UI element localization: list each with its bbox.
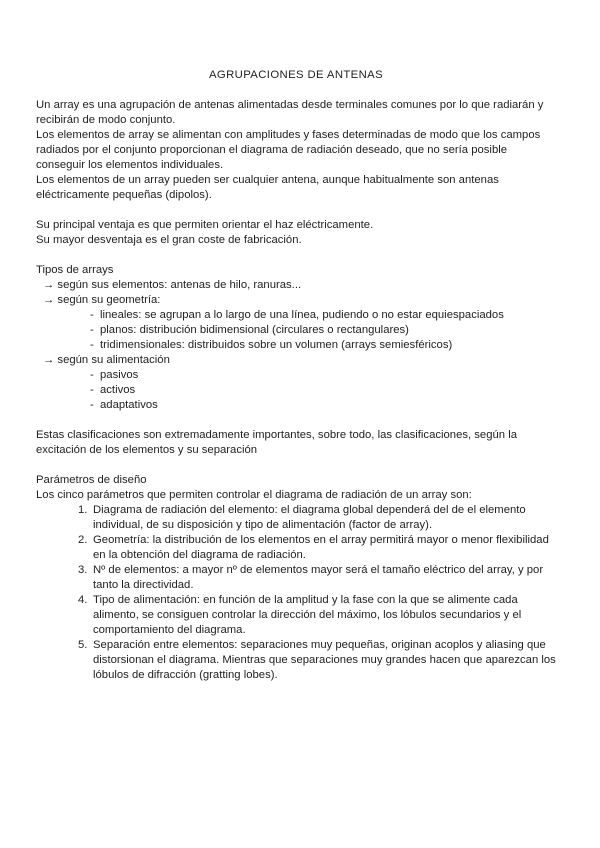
list-item: - lineales: se agrupan a lo largo de una línea, pudiendo o no estar equiespaciados <box>90 309 504 321</box>
spacer <box>36 248 556 263</box>
geometria-list <box>36 308 556 353</box>
desventaja-text: Su mayor desventaja es el gran coste de fabricación. <box>36 234 302 246</box>
document-page <box>36 68 556 683</box>
list-item: 3. Nº de elementos: a mayor nº de elementos mayor será el tamaño eléctrico del array, y por tanto la directividad. <box>78 564 544 591</box>
ventaja-text: Su principal ventaja es que permiten orientar el haz eléctricamente. <box>36 219 374 231</box>
tipos-heading: Tipos de arrays <box>36 264 114 276</box>
list-item: - pasivos <box>90 369 139 381</box>
page-title: AGRUPACIONES DE ANTENAS <box>208 69 384 81</box>
spacer <box>36 203 556 218</box>
tipos-geometria-label: → según su geometría: <box>43 294 161 306</box>
intro-paragraph-2: Los elementos de array se alimentan con amplitudes y fases determinadas de modo que los campos radiados por el conjunto proporcionan el diagrama de radiación deseado, que no sería posible conseguir los elementos individuales. <box>36 129 541 171</box>
tipos-elementos: → según sus elementos: antenas de hilo, ranuras... <box>43 279 302 291</box>
list-item: 5. Separación entre elementos: separaciones muy pequeñas, originan acoplos y aliasing que distorsionan el diagrama. Mientras que separaciones muy grandes hacen que aparezcan los lóbulos de difracción (gratting lobes). <box>78 639 556 681</box>
clasificaciones-text: Estas clasificaciones son extremadamente importantes, sobre todo, las clasificaciones, según la excitación de los elementos y su separación <box>36 429 517 456</box>
parametros-list <box>36 503 556 683</box>
tipos-alimentacion-label: → según su alimentación <box>43 354 170 366</box>
intro-paragraph-1: Un array es una agrupación de antenas alimentadas desde terminales comunes por lo que radiarán y recibirán de modo conjunto. <box>36 99 544 126</box>
list-item: - adaptativos <box>90 399 158 411</box>
spacer <box>36 413 556 428</box>
list-item: 1. Diagrama de radiación del elemento: el diagrama global dependerá del de el elemento individual, de su disposición y tipo de alimentación (factor de array). <box>78 504 526 531</box>
alimentacion-list <box>36 368 556 413</box>
list-item: - planos: distribución bidimensional (circulares o rectangulares) <box>90 324 409 336</box>
list-item: 2. Geometría: la distribución de los elementos en el array permitirá mayor o menor flexibilidad en la obtención del diagrama de radiación. <box>78 534 549 561</box>
parametros-heading: Parámetros de diseño <box>36 474 147 486</box>
spacer <box>36 458 556 473</box>
list-item: - activos <box>90 384 136 396</box>
list-item: 4. Tipo de alimentación: en función de la amplitud y la fase con la que se alimente cada alimento, se consiguen controlar la dirección del máximo, los lóbulos secundarios y el comportamiento del diagrama. <box>78 594 522 636</box>
intro-paragraph-3: Los elementos de un array pueden ser cualquier antena, aunque habitualmente son antenas eléctricamente pequeñas (dipolos). <box>36 174 499 201</box>
parametros-intro: Los cinco parámetros que permiten controlar el diagrama de radiación de un array son: <box>36 489 472 501</box>
list-item: - tridimensionales: distribuidos sobre un volumen (arrays semiesféricos) <box>90 339 453 351</box>
